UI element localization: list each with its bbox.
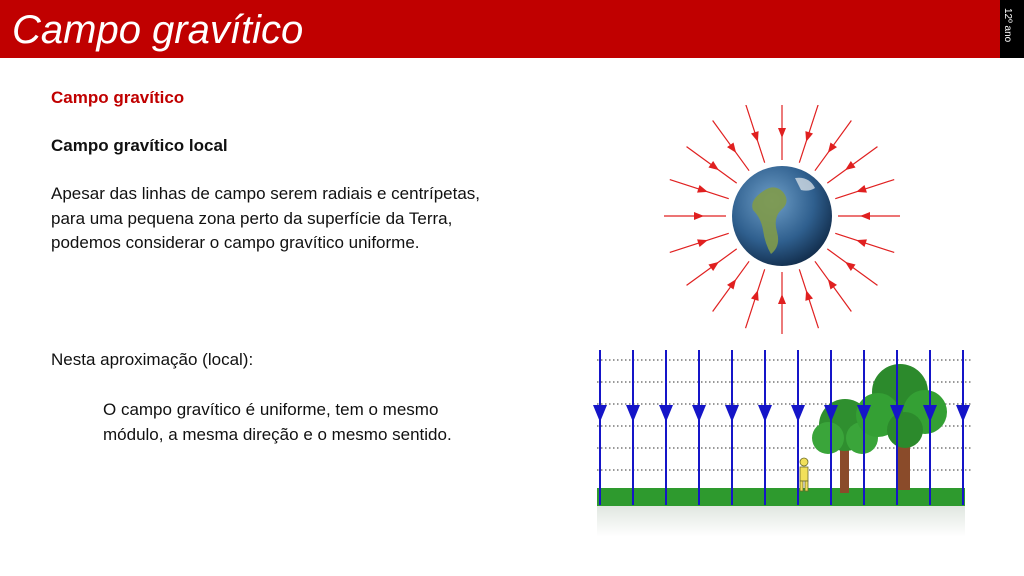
arrowhead bbox=[697, 239, 708, 247]
arrowhead bbox=[805, 290, 813, 301]
arrowhead bbox=[727, 142, 736, 152]
arrowhead bbox=[845, 262, 855, 271]
page-title: Campo gravítico bbox=[12, 8, 304, 52]
grade-label: 12º ano bbox=[1002, 8, 1013, 43]
arrowhead bbox=[697, 185, 708, 193]
arrowhead bbox=[727, 279, 736, 289]
arrowhead bbox=[751, 131, 759, 142]
arrowhead bbox=[751, 290, 759, 301]
arrowhead bbox=[845, 161, 855, 170]
explanation-paragraph: Apesar das linhas de campo serem radiais e centrípetas, para uma pequena zona perto da superfície da Terra, podemos considerar o campo gravítico uniforme. bbox=[51, 184, 481, 252]
arrowhead bbox=[791, 405, 805, 422]
arrowhead bbox=[956, 405, 970, 422]
title-bar bbox=[0, 0, 1000, 58]
tree-icon bbox=[856, 364, 947, 490]
person-icon bbox=[800, 458, 808, 491]
arrowhead bbox=[778, 128, 786, 138]
ground bbox=[597, 488, 965, 506]
arrowhead bbox=[694, 212, 704, 220]
bullet-text: O campo gravítico é uniforme, tem o mesmo módulo, a mesma direção e o mesmo sentido. bbox=[103, 400, 452, 444]
arrowhead bbox=[692, 405, 706, 422]
arrowhead bbox=[725, 405, 739, 422]
subsection-title: Campo gravítico local bbox=[51, 136, 228, 155]
arrowhead bbox=[828, 279, 837, 289]
grade-tab bbox=[1000, 0, 1024, 58]
arrowhead bbox=[860, 212, 870, 220]
arrowhead bbox=[659, 405, 673, 422]
earth-icon bbox=[732, 166, 832, 266]
arrowhead bbox=[778, 294, 786, 304]
arrowhead bbox=[708, 161, 718, 170]
section-title: Campo gravítico bbox=[51, 88, 185, 107]
approximation-label: Nesta aproximação (local): bbox=[51, 350, 254, 369]
earth-radial-field-figure bbox=[650, 105, 920, 335]
arrowhead bbox=[708, 262, 718, 271]
arrowhead bbox=[758, 405, 772, 422]
arrowhead bbox=[805, 131, 813, 142]
arrowhead bbox=[856, 239, 867, 247]
arrowhead bbox=[828, 142, 837, 152]
ground-shadow bbox=[597, 505, 965, 537]
arrowhead bbox=[856, 185, 867, 193]
uniform-field-figure bbox=[585, 345, 980, 540]
arrowhead bbox=[626, 405, 640, 422]
arrowhead bbox=[593, 405, 607, 422]
